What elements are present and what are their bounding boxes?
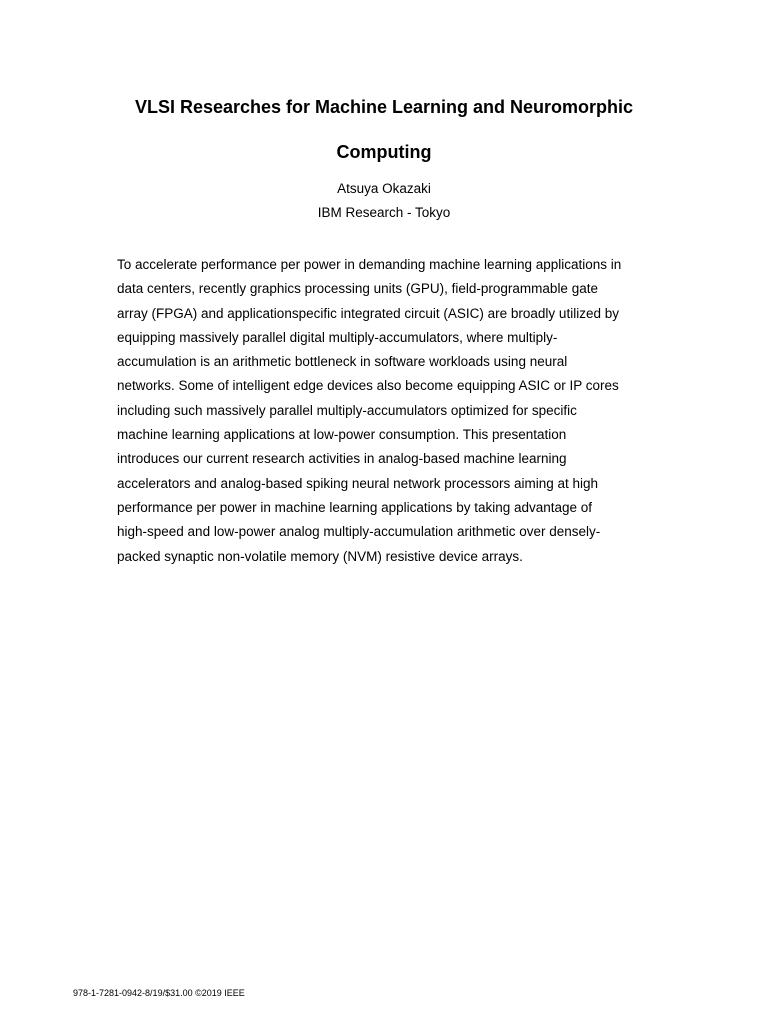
abstract-line: introduces our current research activities in analog-based machine learning [117,451,567,467]
abstract [117,253,657,569]
abstract-line: accumulation is an arithmetic bottleneck in software workloads using neural [117,354,568,370]
paper-title-line-1: VLSI Researches for Machine Learning and Neuromorphic [134,97,634,117]
abstract-line: equipping massively parallel digital multiply-accumulators, where multiply- [117,329,558,345]
abstract-line: accelerators and analog-based spiking neural network processors aiming at high [117,475,599,491]
abstract-line: data centers, recently graphics processing units (GPU), field-programmable gate [117,281,598,297]
author-name: Atsuya Okazaki [337,181,431,196]
abstract-line: networks. Some of intelligent edge devices also become equipping ASIC or IP cores [117,378,619,394]
abstract-line: packed synaptic non-volatile memory (NVM) resistive device arrays. [117,548,523,564]
abstract-line: performance per power in machine learning applications by taking advantage of [117,499,593,515]
abstract-line: including such massively parallel multiply-accumulators optimized for specific [117,402,577,418]
abstract-line: array (FPGA) and applicationspecific integrated circuit (ASIC) are broadly utilized by [117,305,619,321]
abstract-line: machine learning applications at low-power consumption. This presentation [117,427,567,443]
abstract-line: high-speed and low-power analog multiply-accumulation arithmetic over densely- [117,524,601,540]
abstract-line: To accelerate performance per power in demanding machine learning applications in [117,257,622,272]
author-affiliation: IBM Research - Tokyo [317,205,451,220]
copyright-footer: 978-1-7281-0942-8/19/$31.00 ©2019 IEEE [73,988,245,998]
paper-title-line-2: Computing [336,142,432,162]
